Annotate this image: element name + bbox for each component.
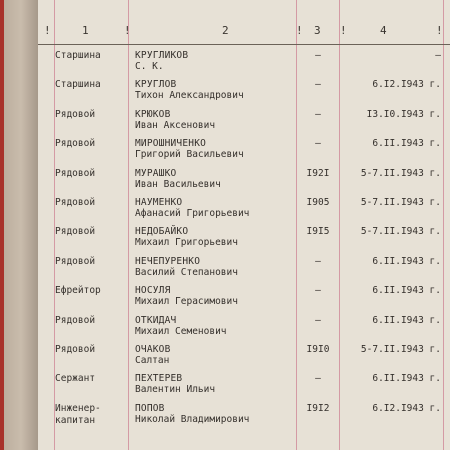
birth-year-cell: I9I2 — [306, 402, 330, 414]
given-name-cell: Григорий Васильевич — [135, 149, 244, 161]
rank-cell: Рядовой — [55, 138, 96, 150]
birth-year-cell: I905 — [306, 197, 330, 208]
rank-cell-line2: капитан — [55, 414, 96, 426]
header-sep: ! — [44, 24, 51, 37]
given-name-cell: Николай Владимирович — [135, 413, 250, 425]
rank-cell: Рядовой — [55, 344, 96, 355]
given-name-cell: Иван Васильевич — [135, 178, 221, 190]
surname-cell: КРУГЛОВ — [135, 79, 177, 91]
date-cell: 5-7.II.I943 г. — [360, 167, 441, 179]
surname-cell: ПОПОВ — [135, 402, 165, 414]
rank-cell: Рядовой — [55, 167, 96, 179]
header-col-3: 3 — [314, 24, 321, 37]
birth-year-cell: — — [315, 138, 321, 150]
table-row — [0, 256, 450, 284]
date-cell: 6.II.I943 г. — [372, 314, 441, 326]
header-rule — [38, 44, 450, 45]
date-cell: 6.II.I943 г. — [372, 285, 441, 297]
date-cell: 6.II.I943 г. — [372, 138, 441, 150]
table-row — [0, 109, 450, 137]
table-row — [0, 373, 450, 401]
birth-year-cell: — — [315, 108, 321, 120]
given-name-cell: Тихон Александрович — [135, 90, 244, 102]
date-cell: — — [435, 50, 441, 61]
given-name-cell: Михаил Григорьевич — [135, 237, 238, 249]
birth-year-cell: — — [315, 373, 321, 385]
birth-year-cell: — — [315, 255, 321, 267]
header-sep: ! — [296, 24, 303, 37]
birth-year-cell: — — [315, 285, 321, 297]
date-cell: 5-7.II.I943 г. — [360, 344, 441, 355]
header-col-2: 2 — [222, 24, 229, 37]
given-name-cell: Салтан — [135, 355, 170, 366]
birth-year-cell: I9I5 — [306, 226, 330, 238]
given-name-cell: Афанасий Григорьевич — [135, 208, 250, 219]
date-cell: 6.I2.I943 г. — [372, 79, 441, 91]
surname-cell: МУРАШКО — [135, 167, 177, 179]
table-row — [0, 197, 450, 225]
surname-cell: КРУГЛИКОВ — [135, 50, 189, 61]
header-col-1: 1 — [82, 24, 89, 37]
rank-cell: Рядовой — [55, 314, 96, 326]
birth-year-cell: — — [315, 50, 321, 61]
surname-cell: ОЧАКОВ — [135, 344, 171, 355]
surname-cell: ПЕХТЕРЕВ — [135, 373, 183, 385]
header-sep: ! — [436, 24, 443, 37]
surname-cell: КРЮКОВ — [135, 108, 171, 120]
header-sep: ! — [124, 24, 131, 37]
surname-cell: ОТКИДАЧ — [135, 314, 177, 326]
date-cell: 6.I2.I943 г. — [372, 402, 441, 414]
surname-cell: НОСУЛЯ — [135, 285, 171, 297]
table-row — [0, 168, 450, 196]
header-sep: ! — [340, 24, 347, 37]
table-row — [0, 79, 450, 107]
rank-cell: Старшина — [55, 50, 101, 61]
birth-year-cell: I92I — [306, 167, 330, 179]
rank-cell: Рядовой — [55, 197, 96, 208]
date-cell: 5-7.II.I943 г. — [360, 197, 441, 208]
given-name-cell: Михаил Семенович — [135, 325, 227, 337]
surname-cell: НЕДОБАЙКО — [135, 226, 189, 238]
date-cell: 5-7.II.I943 г. — [360, 226, 441, 238]
given-name-cell: Валентин Ильич — [135, 384, 216, 396]
date-cell: 6.II.I943 г. — [372, 373, 441, 385]
table-row — [0, 285, 450, 313]
birth-year-cell: — — [315, 79, 321, 91]
table-row — [0, 403, 450, 431]
given-name-cell: Иван Аксенович — [135, 119, 216, 131]
surname-cell: НЕЧЕПУРЕНКО — [135, 255, 201, 267]
table-row — [0, 344, 450, 372]
table-row — [0, 226, 450, 254]
rank-cell: Сержант — [55, 373, 96, 385]
table-row — [0, 138, 450, 166]
surname-cell: НАУМЕНКО — [135, 197, 183, 208]
date-cell: I3.I0.I943 г. — [366, 108, 441, 120]
birth-year-cell: — — [315, 314, 321, 326]
rank-cell: Рядовой — [55, 108, 96, 120]
given-name-cell: Василий Степанович — [135, 266, 238, 278]
given-name-cell: С. К. — [135, 61, 164, 72]
rank-cell: Рядовой — [55, 226, 96, 238]
surname-cell: МИРОШНИЧЕНКО — [135, 138, 207, 150]
table-row — [0, 315, 450, 343]
rank-cell: Старшина — [55, 79, 101, 91]
header-col-4: 4 — [380, 24, 387, 37]
table-row — [0, 50, 450, 78]
birth-year-cell: I9I0 — [306, 344, 330, 355]
rank-cell: Инженер- — [55, 402, 101, 414]
date-cell: 6.II.I943 г. — [372, 255, 441, 267]
rank-cell: Ефрейтор — [55, 285, 101, 297]
given-name-cell: Михаил Герасимович — [135, 296, 238, 308]
rank-cell: Рядовой — [55, 255, 96, 267]
